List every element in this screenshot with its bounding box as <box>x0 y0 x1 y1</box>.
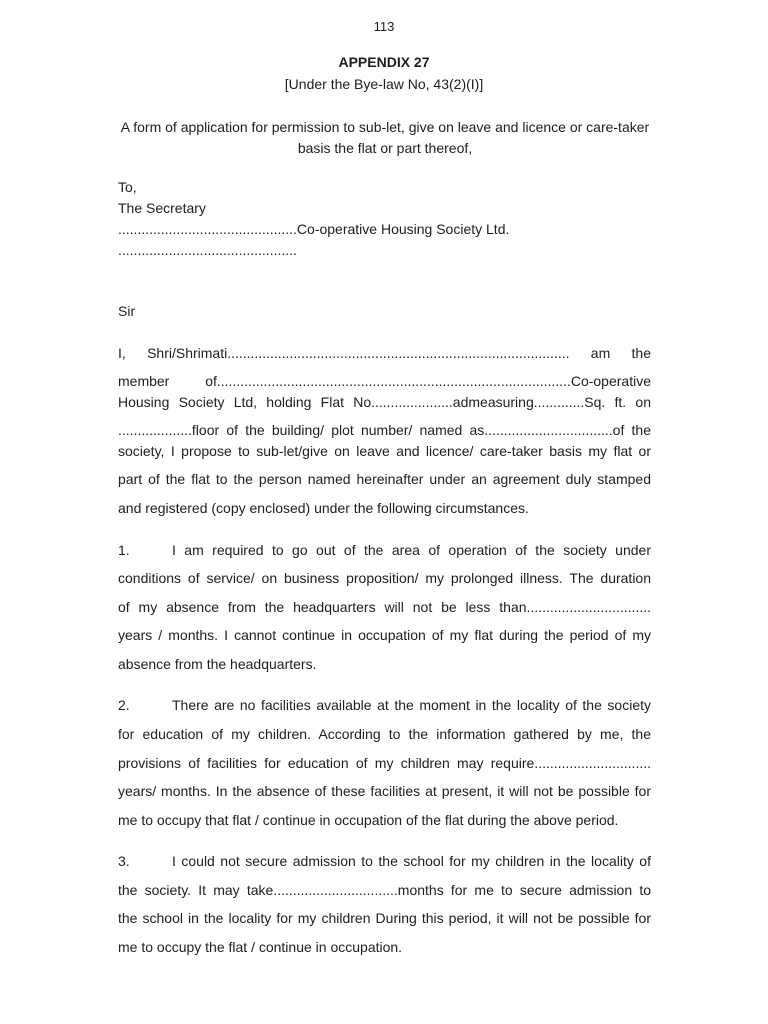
intro-line: member of...........................................................................................Co-operative <box>118 373 651 389</box>
paragraph-1-first-line <box>118 542 651 558</box>
intro-line: Housing Society Ltd, holding Flat No.....................admeasuring.............Sq. ft. on <box>118 394 651 410</box>
paragraph-line: provisions of facilities for education of my children may require.............................. <box>118 755 651 771</box>
paragraph-text: There are no facilities available at the moment in the locality of the society <box>172 697 651 713</box>
paragraph-line: me to occupy that flat / continue in occupation of the flat during the above period. <box>118 812 619 828</box>
paragraph-line: years / months. I cannot continue in occupation of my flat during the period of my <box>118 627 651 643</box>
address-society-line: ..............................................Co-operative Housing Society Ltd. <box>118 221 510 237</box>
salutation: Sir <box>118 303 136 319</box>
paragraph-line: conditions of service/ on business proposition/ my prolonged illness. The duration <box>118 570 651 586</box>
paragraph-line: the school in the locality for my children During this period, it will not be possible for <box>118 910 651 926</box>
paragraph-line: for education of my children. According to the information gathered by me, the <box>118 726 651 742</box>
paragraph-line: the society. It may take................................months for me to secure admission to <box>118 882 651 898</box>
appendix-title: APPENDIX 27 <box>338 54 430 70</box>
intro-line: ...................floor of the building/ plot number/ named as.................................of the <box>118 422 651 438</box>
intro-line: society, I propose to sub-let/give on leave and licence/ care-taker basis my flat or <box>118 443 651 459</box>
paragraph-line: me to occupy the flat / continue in occupation. <box>118 939 403 955</box>
paragraph-3-first-line <box>118 853 651 869</box>
paragraph-number: 2. <box>118 697 130 713</box>
paragraph-number: 3. <box>118 853 130 869</box>
paragraph-line: years/ months. In the absence of these facilities at present, it will not be possible for <box>118 783 651 799</box>
page-number: 113 <box>373 19 395 34</box>
paragraph-text: I am required to go out of the area of operation of the society under <box>172 542 651 558</box>
intro-line: part of the flat to the person named hereinafter under an agreement duly stamped <box>118 471 651 487</box>
intro-line: I, Shri/Shrimati........................................................................................ am the <box>118 345 651 361</box>
intro-line: and registered (copy enclosed) under the following circumstances. <box>118 500 529 516</box>
address-recipient: The Secretary <box>118 200 206 216</box>
address-to: To, <box>118 179 137 195</box>
address-blank-line: .............................................. <box>118 242 297 258</box>
paragraph-2-first-line <box>118 697 651 713</box>
paragraph-line: of my absence from the headquarters will not be less than................................ <box>118 599 651 615</box>
form-title: A form of application for permission to sub-let, give on leave and licence or care-taker basis the flat or part thereof, <box>120 119 650 156</box>
paragraph-line: absence from the headquarters. <box>118 656 317 672</box>
paragraph-text: I could not secure admission to the school for my children in the locality of <box>172 853 651 869</box>
paragraph-number: 1. <box>118 542 130 558</box>
bylaw-reference: [Under the Bye-law No, 43(2)(I)] <box>284 76 484 92</box>
